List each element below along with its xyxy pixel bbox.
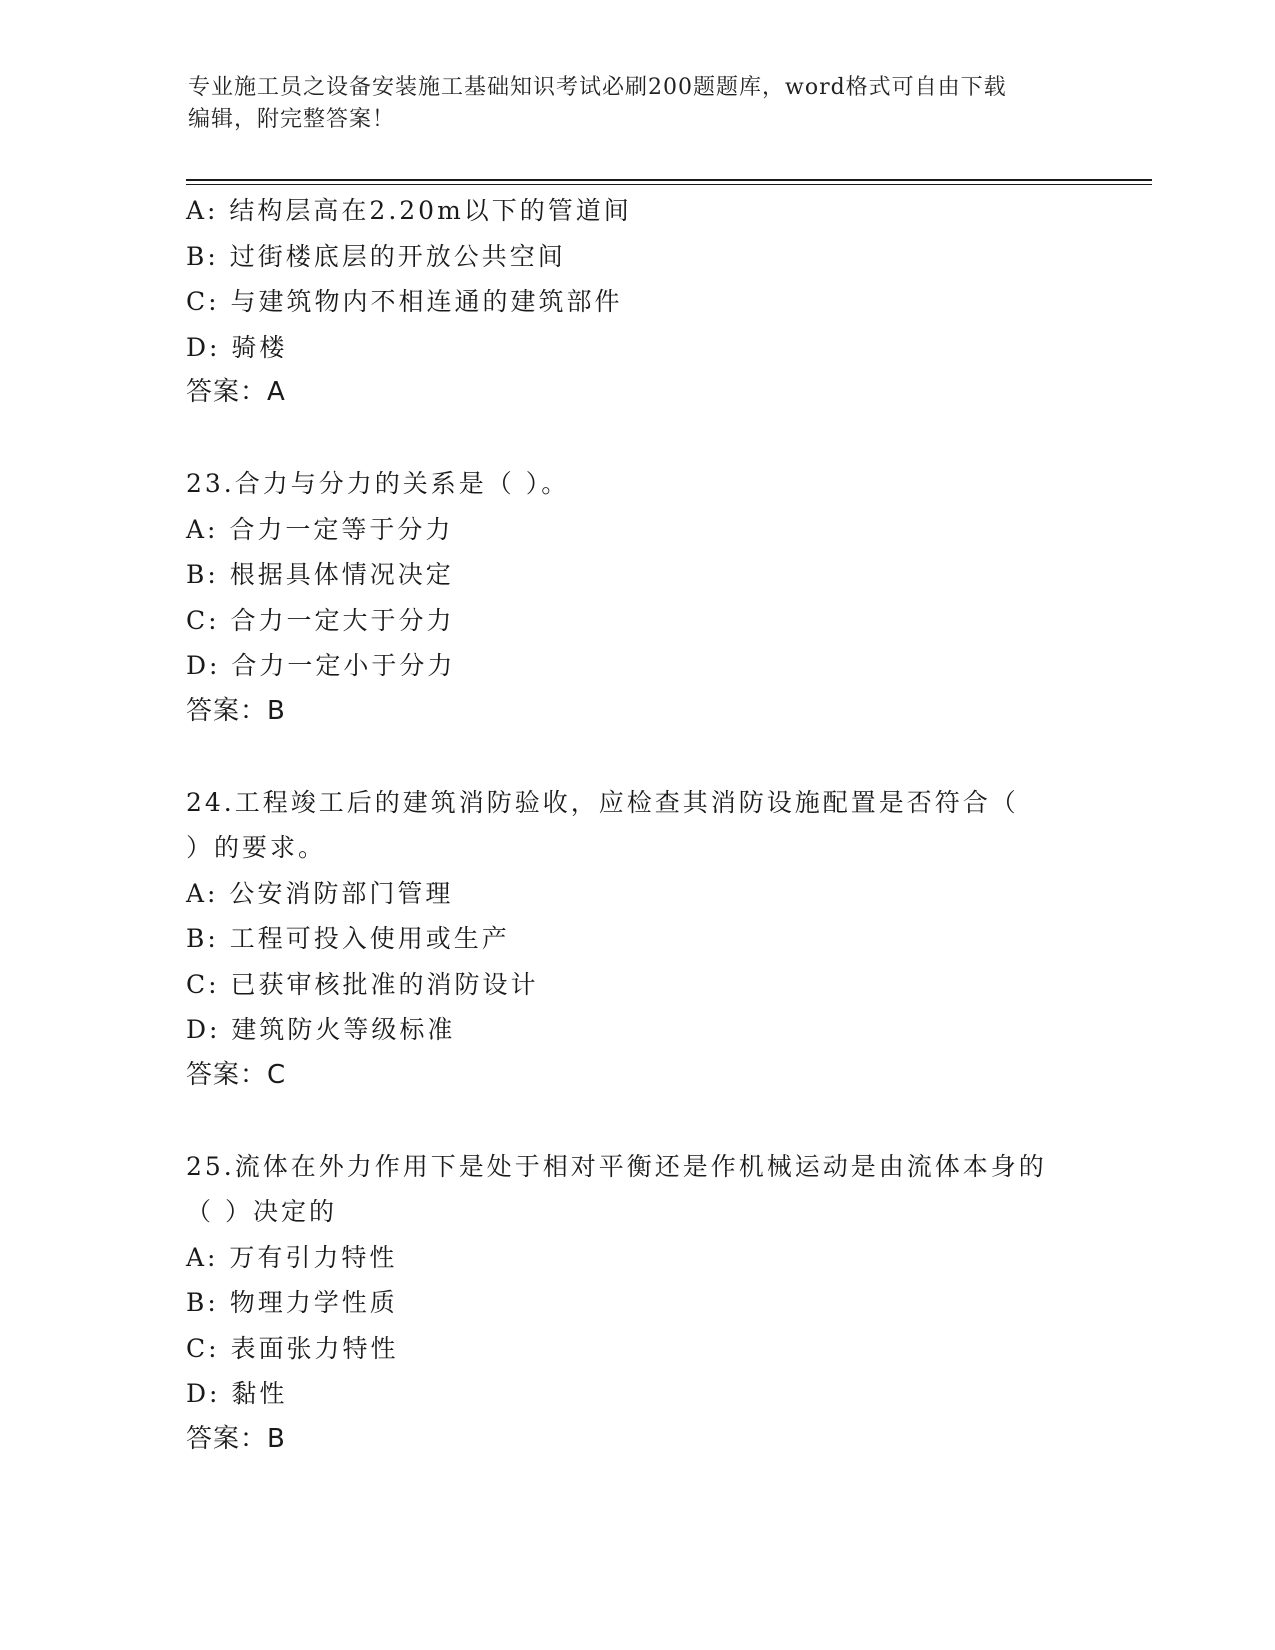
option-b: B: 过街楼底层的开放公共空间 — [186, 241, 566, 271]
option-c: C: 表面张力特性 — [186, 1333, 399, 1363]
option-d: D: 合力一定小于分力 — [186, 651, 456, 680]
option-c: C: 合力一定大于分力 — [186, 605, 455, 635]
answer-line: 答案：A — [186, 377, 286, 407]
option-a: A: 结构层高在2.20m以下的管道间 — [186, 196, 632, 225]
header-line-2: 编辑，附完整答案！ — [188, 107, 396, 132]
header-divider-thick — [186, 179, 1152, 181]
question-block-22 — [186, 188, 1086, 416]
option-c: C: 与建筑物内不相连通的建筑部件 — [186, 287, 623, 316]
answer-line: 答案：B — [186, 1423, 286, 1454]
option-a: A: 合力一定等于分力 — [186, 514, 454, 544]
option-a: A: 公安消防部门管理 — [186, 878, 454, 908]
question-stem: 25.流体在外力作用下是处于相对平衡还是作机械运动是由流体本身的 — [186, 1151, 1047, 1181]
option-d: D: 骑楼 — [186, 332, 288, 362]
option-d: D: 黏性 — [186, 1379, 288, 1408]
question-block-25 — [186, 1144, 1086, 1463]
question-block-24 — [186, 780, 1086, 1099]
option-b: B: 根据具体情况决定 — [186, 560, 454, 589]
header-line-1: 专业施工员之设备安装施工基础知识考试必刷200题题库，word格式可自由下载 — [188, 75, 1007, 100]
spacer — [186, 416, 1086, 462]
spacer — [186, 734, 1086, 780]
question-list — [186, 188, 1086, 1462]
question-stem-continued: ）的要求。 — [186, 833, 327, 862]
question-stem: 23.合力与分力的关系是（ ）。 — [186, 469, 570, 498]
option-b: B: 工程可投入使用或生产 — [186, 924, 510, 953]
option-d: D: 建筑防火等级标准 — [186, 1015, 456, 1044]
spacer — [186, 1098, 1086, 1144]
option-a: A: 万有引力特性 — [186, 1242, 398, 1272]
document-header — [188, 72, 1088, 136]
answer-line: 答案：C — [186, 1059, 287, 1090]
question-stem-continued: （ ）决定的 — [186, 1197, 337, 1226]
option-b: B: 物理力学性质 — [186, 1288, 398, 1317]
question-block-23 — [186, 461, 1086, 734]
header-divider-thin — [186, 184, 1152, 185]
option-c: C: 已获审核批准的消防设计 — [186, 969, 539, 999]
question-stem: 24.工程竣工后的建筑消防验收，应检查其消防设施配置是否符合（ — [186, 787, 1019, 817]
answer-line: 答案：B — [186, 695, 286, 726]
